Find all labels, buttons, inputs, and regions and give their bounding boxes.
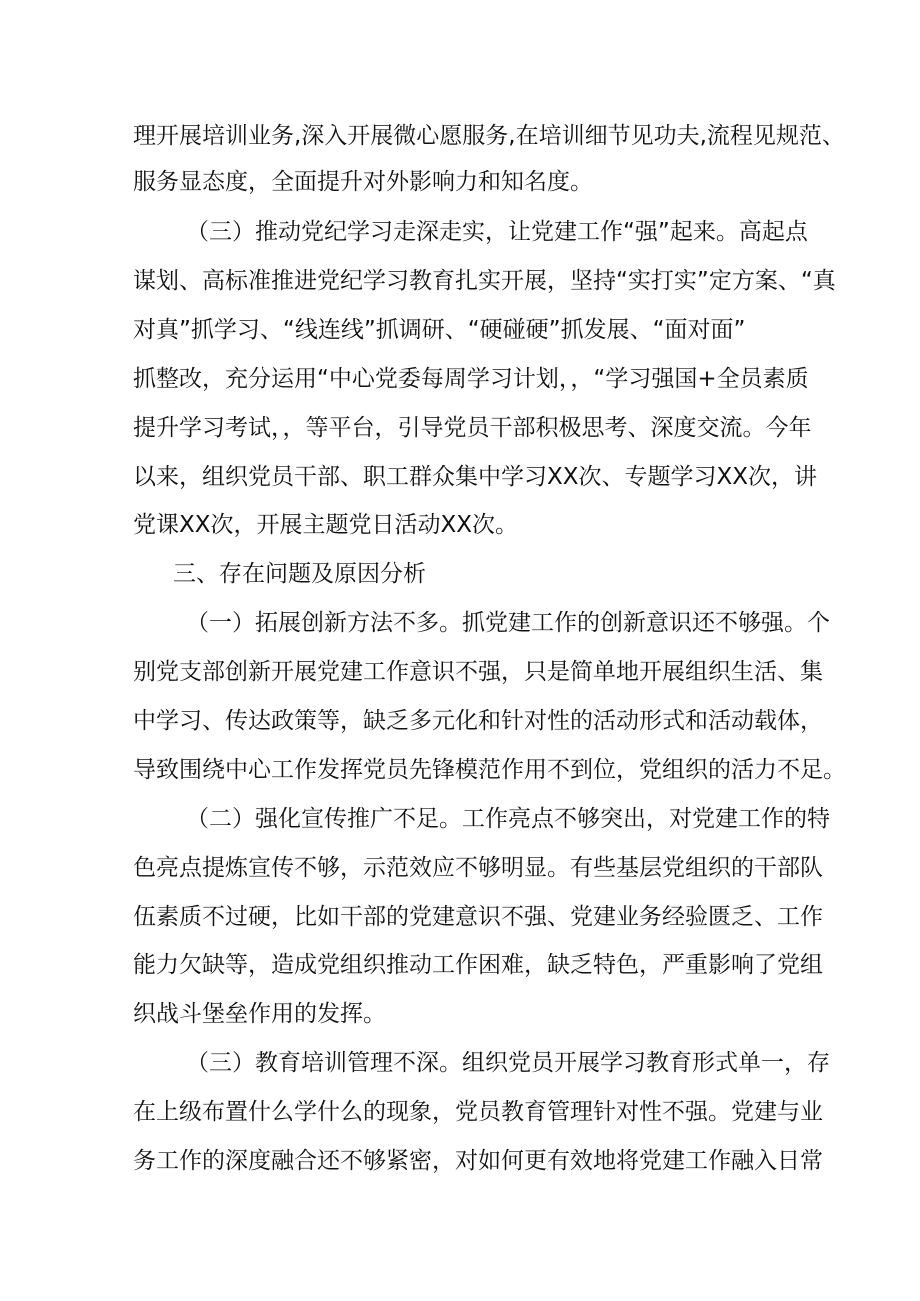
text-line: 别党支部创新开展党建工作意识不强，只是简单地开展组织生活、集: [133, 659, 823, 685]
text-line: 谋划、高标准推进党纪学习教育扎实开展，坚持“实打实”定方案、“真: [133, 268, 836, 294]
text-line: （三）推动党纪学习走深走实，让党建工作“强”起来。高起点: [186, 219, 808, 245]
text-line: （一）拓展创新方法不多。抓党建工作的创新意识还不够强。个: [186, 610, 830, 636]
text-line: 能力欠缺等，造成党组织推动工作困难，缺乏特色，严重影响了党组: [133, 952, 823, 978]
text-line: 党课XX次，开展主题党日活动XX次。: [133, 512, 519, 538]
text-line: 对真”抓学习、“线连线”抓调研、“硬碰硬”抓发展、“面对面”: [133, 317, 746, 343]
text-line: 以来，组织党员干部、职工群众集中学习XX次、专题学习XX次，讲: [133, 464, 818, 490]
section-heading: 三、存在问题及原因分析: [173, 561, 426, 587]
text-line: 色亮点提炼宣传不够，示范效应不够明显。有些基层党组织的干部队: [133, 855, 823, 881]
text-line: 抓整改，充分运用“中心党委每周学习计划，，“学习强国+全员素质: [133, 366, 809, 392]
text-line: 提升学习考试，，等平台，引导党员干部积极思考、深度交流。今年: [133, 415, 812, 441]
text-line: 在上级布置什么学什么的现象，党员教育管理针对性不强。党建与业: [133, 1099, 823, 1125]
text-line: 中学习、传达政策等，缺乏多元化和针对性的活动形式和活动载体，: [133, 708, 823, 734]
text-line: 织战斗堡垒作用的发挥。: [133, 1001, 386, 1027]
text-line: 伍素质不过硬，比如干部的党建意识不强、党建业务经验匮乏、工作: [133, 904, 823, 930]
text-line: 理开展培训业务,深入开展微心愿服务,在培训细节见功夫,流程见规范、: [133, 123, 845, 149]
text-line: （三）教育培训管理不深。组织党员开展学习教育形式单一，存: [186, 1050, 830, 1076]
text-line: 服务显态度，全面提升对外影响力和知名度。: [133, 169, 593, 195]
text-line: 务工作的深度融合还不够紧密，对如何更有效地将党建工作融入日常: [133, 1148, 823, 1174]
text-line: （二）强化宣传推广不足。工作亮点不够突出，对党建工作的特: [186, 806, 830, 832]
text-line: 导致围绕中心工作发挥党员先锋模范作用不到位，党组织的活力不足。: [133, 757, 846, 783]
